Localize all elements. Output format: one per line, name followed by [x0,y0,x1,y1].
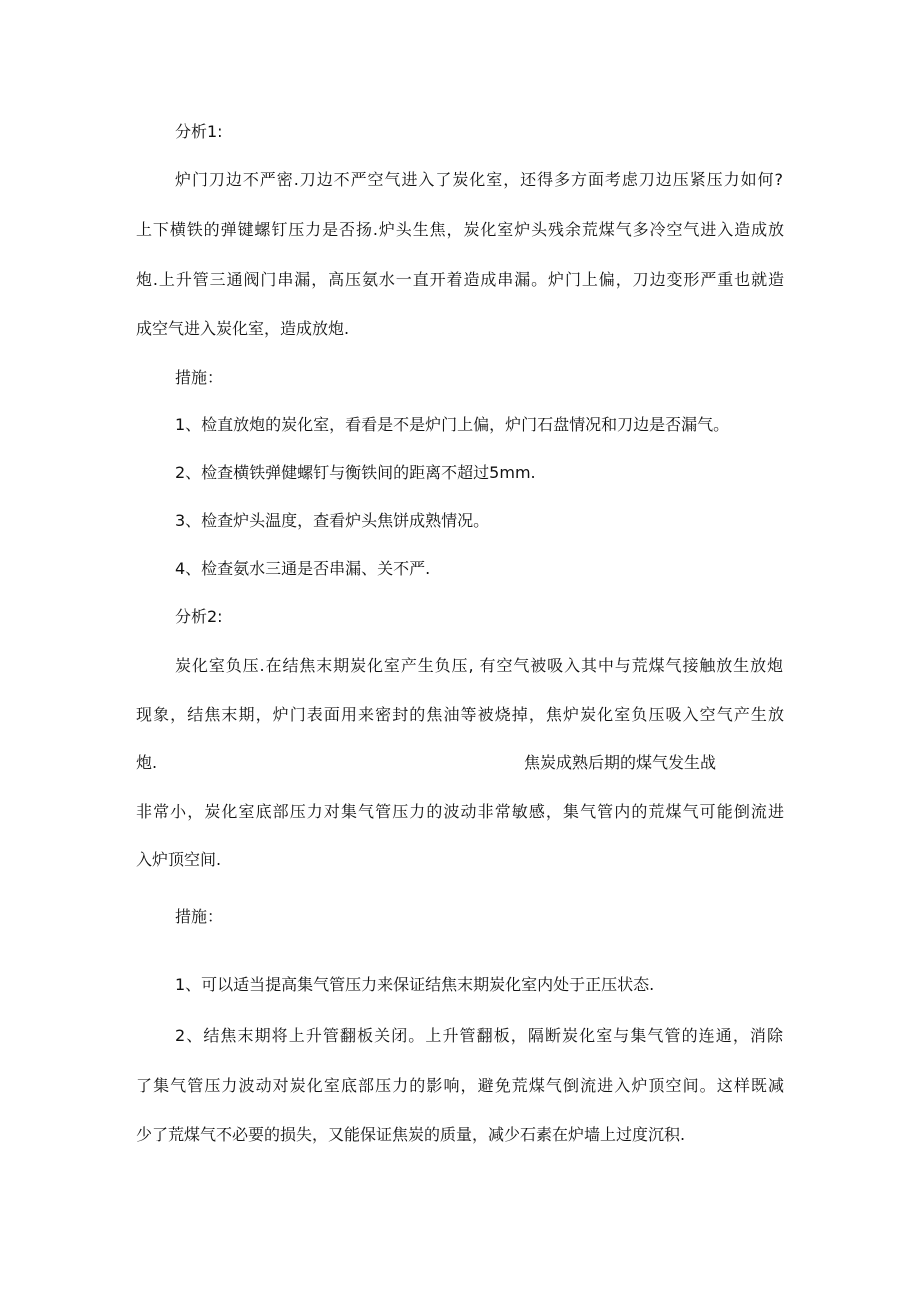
section1-paragraph-line-3: 炮.上升管三通阀门串漏，高压氨水一直开着造成串漏。炉门上偏，刀边变形严重也就造 [136,270,784,289]
section1-measure-4: 4、检查氨水三通是否串漏、关不严. [175,559,431,578]
section1-measures-heading: 措施： [175,368,224,387]
section2-heading: 分析2: [175,607,223,626]
section2-floating-fragment: 焦炭成熟后期的煤气发生战 [524,753,717,772]
section2-paragraph-line-5: 入炉顶空间. [136,850,222,869]
section2-measure-2-line-2: 了集气管压力波动对炭化室底部压力的影响，避免荒煤气倒流进入炉顶空间。这样既减 [136,1076,784,1095]
section1-measure-2: 2、检查横铁弹健螺钉与衡铁间的距离不超过5mm. [175,463,536,482]
section2-measure-1: 1、可以适当提高集气管压力来保证结焦末期炭化室内处于正压状态. [175,975,655,994]
section2-paragraph-line-4: 非常小，炭化室底部压力对集气管压力的波动非常敏感，集气管内的荒煤气可能倒流进 [136,802,784,821]
section2-measure-2-line-3: 少了荒煤气不必要的损失，又能保证焦炭的质量，减少石素在炉墙上过度沉积. [136,1125,686,1144]
section2-measure-2-line-1: 2、结焦末期将上升管翻板关闭。上升管翻板，隔断炭化室与集气管的连通，消除 [175,1026,783,1045]
section1-paragraph-line-2: 上下横铁的弹键螺钉压力是否扬.炉头生焦，炭化室炉头残余荒煤气多冷空气进入造成放 [136,220,784,239]
section1-heading: 分析1: [175,122,223,141]
section2-measures-heading: 措施： [175,907,224,926]
section2-paragraph-line-3: 炮. [136,753,158,772]
section1-measure-3: 3、检查炉头温度，查看炉头焦饼成熟情况。 [175,511,490,530]
section1-paragraph-line-1: 炉门刀边不严密.刀边不严空气进入了炭化室，还得多方面考虑刀边压紧压力如何? [175,170,783,189]
section2-paragraph-line-2: 现象，结焦末期，炉门表面用来密封的焦油等被烧掉，焦炉炭化室负压吸入空气产生放 [136,705,784,724]
section1-paragraph-line-4: 成空气进入炭化室，造成放炮. [136,319,350,338]
section1-measure-1: 1、检直放炮的炭化室，看看是不是炉门上偏，炉门石盘情况和刀边是否漏气。 [175,415,730,434]
section2-paragraph-line-1: 炭化室负压.在结焦末期炭化室产生负压, 有空气被吸入其中与荒煤气接触放生放炮 [175,656,783,675]
